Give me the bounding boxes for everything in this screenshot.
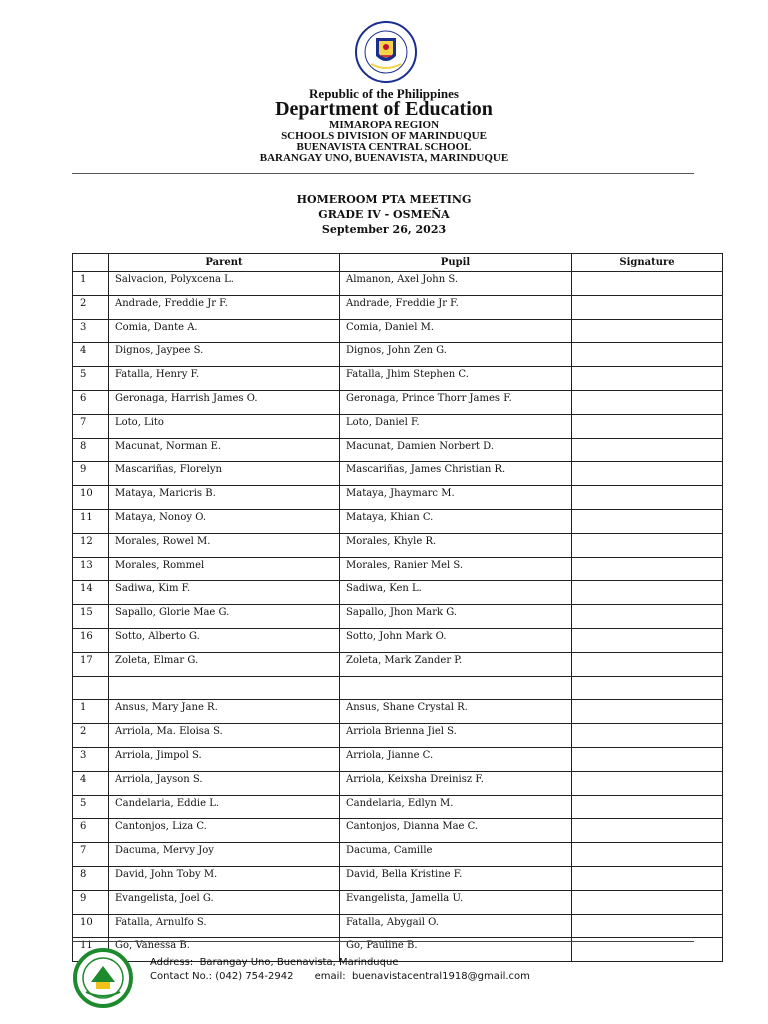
header-parent: Parent [109,254,340,272]
signature-cell[interactable] [572,866,723,890]
contact-value: (042) 754-2942 [215,971,294,982]
table-row [73,272,723,296]
parent-name: Arriola, Ma. Eloisa S. [109,724,340,748]
row-number [73,676,109,700]
row-number: 14 [73,581,109,605]
pupil-name: Dacuma, Camille [340,843,572,867]
header-pupil: Pupil [340,254,572,272]
table-row [73,295,723,319]
table-row [73,628,723,652]
table-row [73,557,723,581]
row-number: 16 [73,628,109,652]
signature-cell[interactable] [572,843,723,867]
pupil-name: Sotto, John Mark O. [340,628,572,652]
signature-cell[interactable] [572,509,723,533]
signature-cell[interactable] [572,747,723,771]
parent-name: Comia, Dante A. [109,319,340,343]
contact-label: Contact No.: [150,971,213,982]
grade-section: GRADE IV - OSMEÑA [318,208,450,221]
footer-divider [72,941,694,942]
parent-name: Mascariñas, Florelyn [109,462,340,486]
row-number: 13 [73,557,109,581]
deped-seal-logo [349,20,423,84]
parent-name [109,676,340,700]
table-row [73,390,723,414]
header-divider [72,173,694,174]
signature-cell[interactable] [572,390,723,414]
row-number: 9 [73,890,109,914]
pupil-name: Geronaga, Prince Thorr James F. [340,390,572,414]
signature-cell[interactable] [572,486,723,510]
signature-cell[interactable] [572,462,723,486]
row-number: 17 [73,652,109,676]
pupil-name: Arriola, Keixsha Dreinisz F. [340,771,572,795]
region-name: MIMAROPA REGION [328,119,440,131]
signature-cell[interactable] [572,438,723,462]
pupil-name: Almanon, Axel John S. [340,272,572,296]
pupil-name: Morales, Ranier Mel S. [340,557,572,581]
pupil-name: Dignos, John Zen G. [340,343,572,367]
school-name: BUENAVISTA CENTRAL SCHOOL [296,141,472,153]
header-number [73,254,109,272]
table-row [73,747,723,771]
signature-cell[interactable] [572,367,723,391]
pupil-name: Andrade, Freddie Jr F. [340,295,572,319]
signature-cell[interactable] [572,533,723,557]
country-name: Republic of the Philippines [309,86,459,101]
row-number: 4 [73,771,109,795]
parent-name: Cantonjos, Liza C. [109,819,340,843]
row-number: 3 [73,319,109,343]
parent-name: Geronaga, Harrish James O. [109,390,340,414]
row-number: 8 [73,438,109,462]
pupil-name: Sapallo, Jhon Mark G. [340,605,572,629]
table-row [73,414,723,438]
pupil-name: Ansus, Shane Crystal R. [340,700,572,724]
parent-name: Go, Vanessa B. [109,938,340,962]
table-row [73,486,723,510]
row-number: 2 [73,724,109,748]
signature-cell[interactable] [572,914,723,938]
pupil-name: Loto, Daniel F. [340,414,572,438]
row-number: 1 [73,700,109,724]
header-signature: Signature [572,254,723,272]
pupil-name: Sadiwa, Ken L. [340,581,572,605]
meeting-date: September 26, 2023 [321,223,447,236]
table-row [73,533,723,557]
signature-cell[interactable] [572,795,723,819]
parent-name: Ansus, Mary Jane R. [109,700,340,724]
parent-name: Evangelista, Joel G. [109,890,340,914]
signature-cell[interactable] [572,581,723,605]
pupil-name: Macunat, Damien Norbert D. [340,438,572,462]
email-label: email: [314,971,346,982]
signature-cell[interactable] [572,628,723,652]
table-row [73,462,723,486]
meeting-title: HOMEROOM PTA MEETING [296,193,472,206]
table-row [73,438,723,462]
pupil-name: Comia, Daniel M. [340,319,572,343]
signature-cell[interactable] [572,295,723,319]
parent-name: Arriola, Jimpol S. [109,747,340,771]
row-number: 5 [73,367,109,391]
table-row [73,343,723,367]
row-number: 7 [73,843,109,867]
school-address: BARANGAY UNO, BUENAVISTA, MARINDUQUE [259,152,509,164]
parent-name: Dignos, Jaypee S. [109,343,340,367]
footer-contact [150,971,530,982]
row-number: 4 [73,343,109,367]
pupil-name: David, Bella Kristine F. [340,866,572,890]
division-name: SCHOOLS DIVISION OF MARINDUQUE [281,130,487,142]
table-row [73,652,723,676]
pupil-name: Morales, Khyle R. [340,533,572,557]
table-row [73,509,723,533]
table-header-row [73,254,723,272]
parent-name: Loto, Lito [109,414,340,438]
parent-name: Mataya, Maricris B. [109,486,340,510]
row-number: 12 [73,533,109,557]
table-row [73,605,723,629]
table-row [73,795,723,819]
pupil-name: Mataya, Jhaymarc M. [340,486,572,510]
pupil-name: Fatalla, Jhim Stephen C. [340,367,572,391]
pupil-name: Arriola, Jianne C. [340,747,572,771]
table-row [73,319,723,343]
parent-name: Dacuma, Mervy Joy [109,843,340,867]
footer-address [150,957,398,968]
school-seal-logo [72,948,134,1008]
table-row [73,676,723,700]
attendance-table [72,253,723,962]
parent-name: Candelaria, Eddie L. [109,795,340,819]
row-number: 1 [73,272,109,296]
signature-cell[interactable] [572,605,723,629]
table-body [73,272,723,962]
parent-name: Morales, Rommel [109,557,340,581]
pupil-name: Cantonjos, Dianna Mae C. [340,819,572,843]
parent-name: Sadiwa, Kim F. [109,581,340,605]
department-name: Department of Education [275,98,493,120]
row-number: 6 [73,819,109,843]
parent-name: David, John Toby M. [109,866,340,890]
address-label: Address: [150,957,194,968]
row-number: 15 [73,605,109,629]
table-row [73,843,723,867]
address-value: Barangay Uno, Buenavista, Marinduque [199,957,399,968]
pupil-name: Candelaria, Edlyn M. [340,795,572,819]
parent-name: Fatalla, Henry F. [109,367,340,391]
pupil-name: Arriola Brienna Jiel S. [340,724,572,748]
signature-cell[interactable] [572,272,723,296]
row-number: 6 [73,390,109,414]
signature-cell[interactable] [572,343,723,367]
table-row [73,367,723,391]
row-number: 11 [73,938,109,962]
table-row [73,724,723,748]
signature-cell[interactable] [572,676,723,700]
table-row [73,700,723,724]
table-row [73,581,723,605]
row-number: 2 [73,295,109,319]
signature-cell[interactable] [572,319,723,343]
parent-name: Arriola, Jayson S. [109,771,340,795]
table-row [73,890,723,914]
parent-name: Andrade, Freddie Jr F. [109,295,340,319]
table-row [73,771,723,795]
parent-name: Sotto, Alberto G. [109,628,340,652]
row-number: 3 [73,747,109,771]
pupil-name: Mascariñas, James Christian R. [340,462,572,486]
row-number: 7 [73,414,109,438]
row-number: 10 [73,914,109,938]
table-row [73,866,723,890]
parent-name: Sapallo, Glorie Mae G. [109,605,340,629]
signature-cell[interactable] [572,819,723,843]
parent-name: Salvacion, Polyxcena L. [109,272,340,296]
row-number: 9 [73,462,109,486]
pupil-name: Evangelista, Jamella U. [340,890,572,914]
pupil-name [340,676,572,700]
signature-cell[interactable] [572,557,723,581]
table-row [73,819,723,843]
signature-cell[interactable] [572,771,723,795]
row-number: 10 [73,486,109,510]
pupil-name: Mataya, Khian C. [340,509,572,533]
parent-name: Fatalla, Arnulfo S. [109,914,340,938]
parent-name: Mataya, Nonoy O. [109,509,340,533]
signature-cell[interactable] [572,724,723,748]
email-value: buenavistacentral1918@gmail.com [351,971,530,982]
parent-name: Morales, Rowel M. [109,533,340,557]
pupil-name: Zoleta, Mark Zander P. [340,652,572,676]
pupil-name: Go, Pauline B. [340,938,572,962]
signature-cell[interactable] [572,414,723,438]
row-number: 11 [73,509,109,533]
table-row [73,914,723,938]
signature-cell[interactable] [572,700,723,724]
parent-name: Macunat, Norman E. [109,438,340,462]
row-number: 8 [73,866,109,890]
signature-cell[interactable] [572,890,723,914]
row-number: 5 [73,795,109,819]
parent-name: Zoleta, Elmar G. [109,652,340,676]
pupil-name: Fatalla, Abygail O. [340,914,572,938]
signature-cell[interactable] [572,652,723,676]
